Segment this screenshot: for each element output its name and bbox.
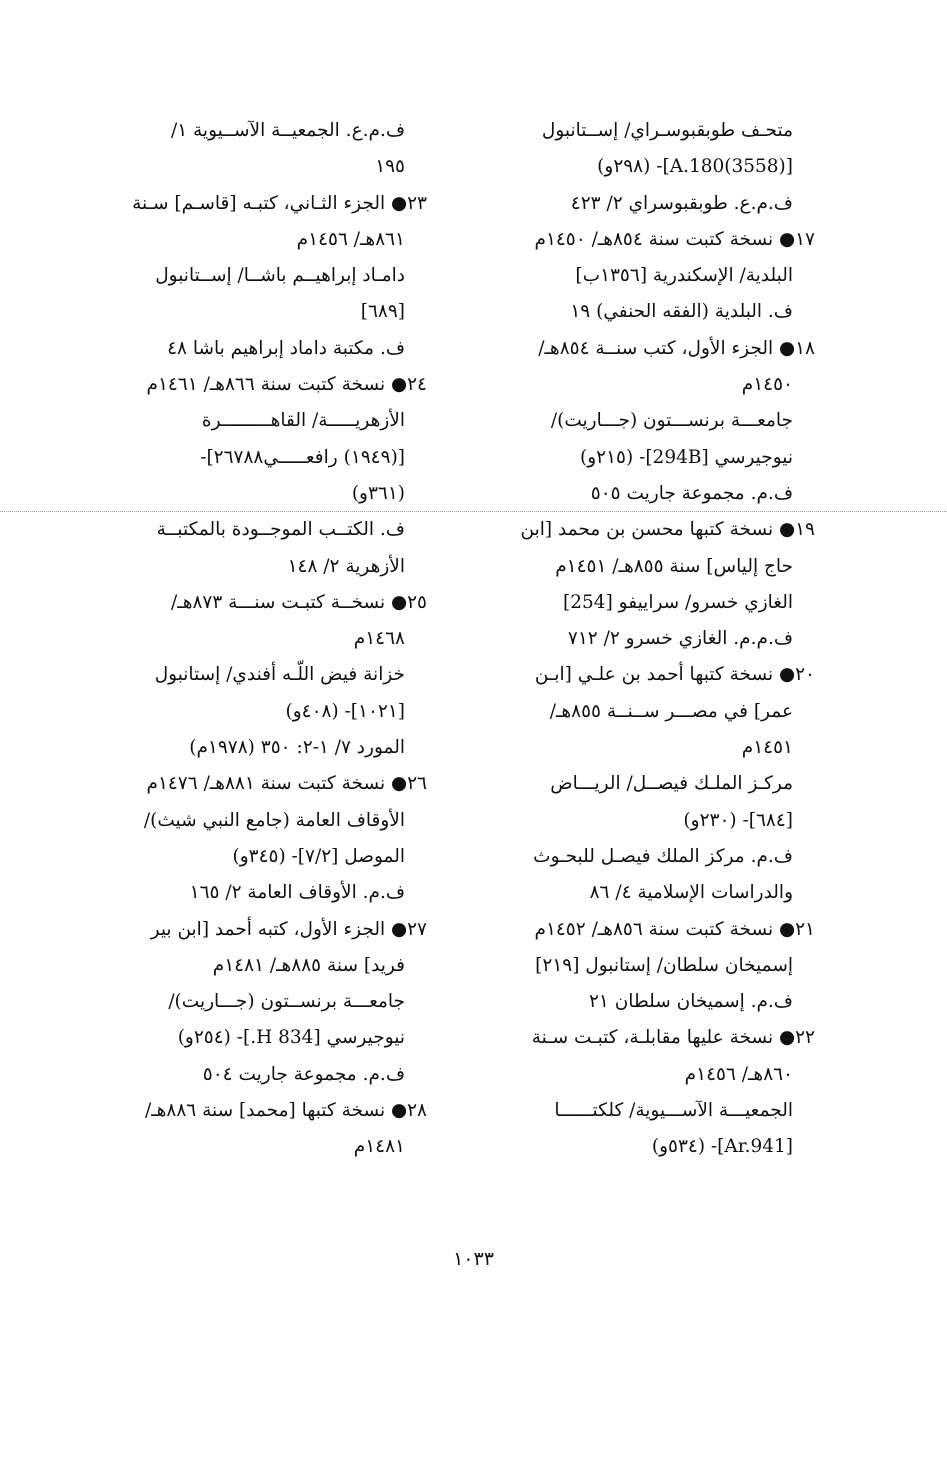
- text-line: فريد] سنة ٨٨٥هـ/ ١٤٨١م: [212, 954, 405, 976]
- text-line: إسميخان سلطان/ إستانبول [٢١٩]: [535, 954, 793, 976]
- text-line: الغازي خسرو/ سراييفو [254]: [563, 591, 793, 613]
- text-line: ف.م.م. الغازي خسرو ٢/ ٧١٢: [567, 628, 793, 650]
- text-line: ف. مكتبة داماد إبراهيم باشا ٤٨: [167, 337, 405, 359]
- text-line: [A.180(3558)]- (٢٩٨و): [597, 156, 793, 178]
- text-line: (٣٦١و): [351, 482, 405, 504]
- text-line: ف.م. مجموعة جاريت ٥٠٥: [590, 482, 793, 504]
- page-number: ١٠٣٣: [453, 1248, 494, 1270]
- text-line: ١٤٥٠م: [741, 374, 793, 396]
- text-line: ٢٠● نسخة كتبها أحمد بن علـي [ابـن: [534, 664, 815, 686]
- text-line: ١٤٨١م: [353, 1136, 405, 1158]
- text-line: ٢٣● الجزء الثـاني، كتبـه [قاسـم] سـنة: [132, 192, 427, 214]
- text-line: ٨٦١هـ/ ١٤٥٦م: [296, 228, 405, 250]
- text-line: عمر] في مصـــر ســنــة ٨٥٥هـ/: [549, 700, 793, 722]
- text-line: جامعـــة برنســتون (جـــاريت)/: [168, 991, 405, 1013]
- text-line: نيوجيرسي [294B]- (٢١٥و): [580, 446, 793, 468]
- text-line: البلدية/ الإسكندرية [١٣٥٦ب]: [575, 265, 793, 287]
- text-line: ف. البلدية (الفقه الحنفي) ١٩: [570, 301, 793, 323]
- right-column: [490, 113, 815, 1166]
- text-line: حاج إلياس] سنة ٨٥٥هـ/ ١٤٥١م: [555, 555, 793, 577]
- text-line: مركـز الملـك فيصــل/ الريـــاض: [550, 773, 793, 795]
- text-line: نيوجيرسي [834 H.]- (٢٥٤و): [177, 1027, 405, 1049]
- text-line: الأزهريـــــة/ القاهـــــــــرة: [201, 410, 405, 432]
- text-line: ٢٧● الجزء الأول، كتبه أحمد [ابن بير: [150, 918, 427, 940]
- text-line: الأوقاف العامة (جامع النبي شيث)/: [143, 809, 405, 831]
- text-line: ٢٨● نسخة كتبها [محمد] سنة ٨٨٦هـ/: [145, 1100, 427, 1122]
- text-line: ٨٦٠هـ/ ١٤٥٦م: [684, 1063, 793, 1085]
- text-line: ف.م. مجموعة جاريت ٥٠٤: [202, 1063, 405, 1085]
- text-line: [٦٨٤]- (٢٣٠و): [683, 809, 793, 831]
- text-line: ف.م.ع. طوبقبوسراي ٢/ ٤٢٣: [570, 192, 793, 214]
- text-line: ١٨● الجزء الأول، كتب سنــة ٨٥٤هـ/: [538, 337, 815, 359]
- left-column: [102, 113, 427, 1166]
- text-line: دامـاد إبراهيــم باشــا/ إســتانبول: [155, 265, 405, 287]
- text-line: ف.م. إسميخان سلطان ٢١: [588, 991, 793, 1013]
- text-line: ٢١● نسخة كتبت سنة ٨٥٦هـ/ ١٤٥٢م: [534, 918, 815, 940]
- text-line: ٢٥● نسخــة كتبـت سنـــة ٨٧٣هـ/: [171, 591, 427, 613]
- text-line: ١٤٦٨م: [353, 628, 405, 650]
- text-line: ١٧● نسخة كتبت سنة ٨٥٤هـ/ ١٤٥٠م: [534, 228, 815, 250]
- text-line: خزانة فيض اللّـه أفندي/ إستانبول: [154, 664, 405, 686]
- text-line: ف.م. الأوقاف العامة ٢/ ١٦٥: [189, 882, 405, 904]
- text-line: ف.م. مركز الملك فيصـل للبحـوث: [533, 845, 793, 867]
- text-line: الموصل [٧/٢]- (٣٤٥و): [232, 845, 405, 867]
- text-line: [Ar.941]- (٥٣٤و): [651, 1136, 793, 1158]
- text-line: الأزهرية ٢/ ١٤٨: [287, 555, 405, 577]
- text-line: [٦٨٩]: [360, 301, 405, 323]
- text-line: ١٤٥١م: [741, 737, 793, 759]
- text-line: [(١٩٤٩) رافعـــــي٢٦٧٨٨]-: [200, 446, 405, 468]
- text-line: متحـف طوبقبوسـراي/ إســتانبول: [541, 120, 793, 141]
- text-line: ٢٤● نسخة كتبت سنة ٨٦٦هـ/ ١٤٦١م: [146, 374, 427, 396]
- text-line: ١٩٥: [375, 156, 405, 178]
- text-line: جامعـــة برنســـتون (جـــاريت)/: [550, 410, 793, 432]
- text-line: [١٠٢١]- (٤٠٨و): [285, 700, 405, 722]
- text-line: ف.م.ع. الجمعيــة الآســيوية ١/: [170, 120, 405, 141]
- text-line: الجمعيـــة الآســـيوية/ كلكتــــــا: [554, 1100, 793, 1122]
- text-line: ١٩● نسخة كتبها محسن بن محمد [ابن: [520, 519, 815, 541]
- scan-fold-line: [0, 511, 947, 512]
- text-line: والدراسات الإسلامية ٤/ ٨٦: [589, 882, 793, 904]
- text-line: ٢٢● نسخة عليها مقابلـة، كتبـت سـنة: [531, 1027, 815, 1049]
- text-line: ٢٦● نسخة كتبت سنة ٨٨١هـ/ ١٤٧٦م: [146, 773, 427, 795]
- text-line: المورد ٧/ ١-٢: ٣٥٠ (١٩٧٨م): [189, 737, 405, 759]
- text-line: ف. الكتــب الموجــودة بالمكتبــة: [156, 519, 405, 541]
